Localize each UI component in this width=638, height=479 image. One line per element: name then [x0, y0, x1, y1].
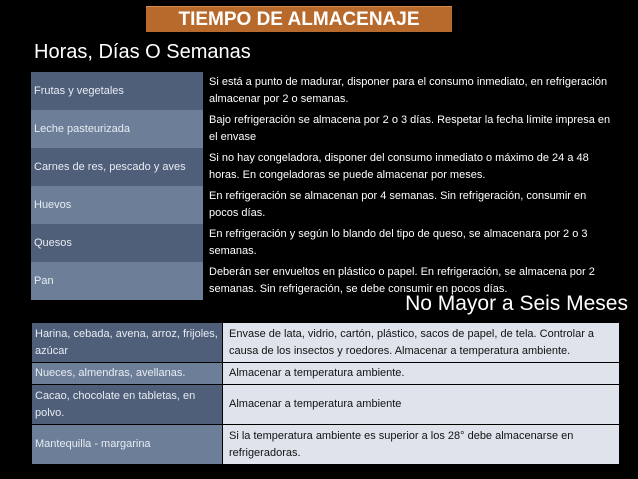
desc-cell: En refrigeración y según lo blando del tipo de queso, se almacenara por 2 o 3 semanas. — [203, 224, 620, 262]
desc-cell: Si la temperatura ambiente es superior a los 28° debe almacenarse en refrigeradoras. — [223, 425, 620, 465]
item-cell: Leche pasteurizada — [31, 110, 203, 148]
table-row — [31, 148, 620, 186]
desc-cell: Almacenar a temperatura ambiente — [223, 385, 620, 425]
table-row — [31, 110, 620, 148]
desc-cell: En refrigeración se almacenan por 4 semanas. Sin refrigeración, consumir en pocos días. — [203, 186, 620, 224]
item-cell: Harina, cebada, avena, arroz, frijoles, azúcar — [32, 323, 223, 363]
desc-cell: Si está a punto de madurar, disponer para el consumo inmediato, en refrigeración almacenar por 2 o semanas. — [203, 72, 620, 110]
desc-cell: Envase de lata, vidrio, cartón, plástico, sacos de papel, de tela. Controlar a causa de los insectos y roedores. Almacenar a temperatura ambiente. — [223, 323, 620, 363]
section-heading-long-term: No Mayor a Seis Meses — [405, 292, 628, 315]
table-row — [32, 323, 620, 363]
desc-cell: Bajo refrigeración se almacena por 2 o 3 días. Respetar la fecha límite impresa en el envase — [203, 110, 620, 148]
item-cell: Nueces, almendras, avellanas. — [32, 363, 223, 385]
item-cell: Mantequilla - margarina — [32, 425, 223, 465]
table-row — [32, 425, 620, 465]
table-row — [32, 363, 620, 385]
desc-cell: Si no hay congeladora, disponer del consumo inmediato o máximo de 24 a 48 horas. En congeladoras se puede almacenar por meses. — [203, 148, 620, 186]
table-row — [32, 385, 620, 425]
item-cell: Carnes de res, pescado y aves — [31, 148, 203, 186]
item-cell: Quesos — [31, 224, 203, 262]
table-row — [31, 224, 620, 262]
long-term-table — [31, 322, 620, 465]
item-cell: Pan — [31, 262, 203, 300]
title-banner — [146, 6, 452, 32]
short-term-table — [31, 72, 620, 300]
table-row — [31, 186, 620, 224]
desc-cell: Deberán ser envueltos en plástico o papel. En refrigeración, se almacena por 2 semanas. Sin refrigeración, se debe consumir en pocos días. — [203, 262, 620, 300]
item-cell: Cacao, chocolate en tabletas, en polvo. — [32, 385, 223, 425]
item-cell: Frutas y vegetales — [31, 72, 203, 110]
desc-cell: Almacenar a temperatura ambiente. — [223, 363, 620, 385]
item-cell: Huevos — [31, 186, 203, 224]
page-title: TIEMPO DE ALMACENAJE — [178, 8, 420, 30]
table-row — [31, 72, 620, 110]
section-heading-short-term: Horas, Días O Semanas — [34, 41, 251, 63]
